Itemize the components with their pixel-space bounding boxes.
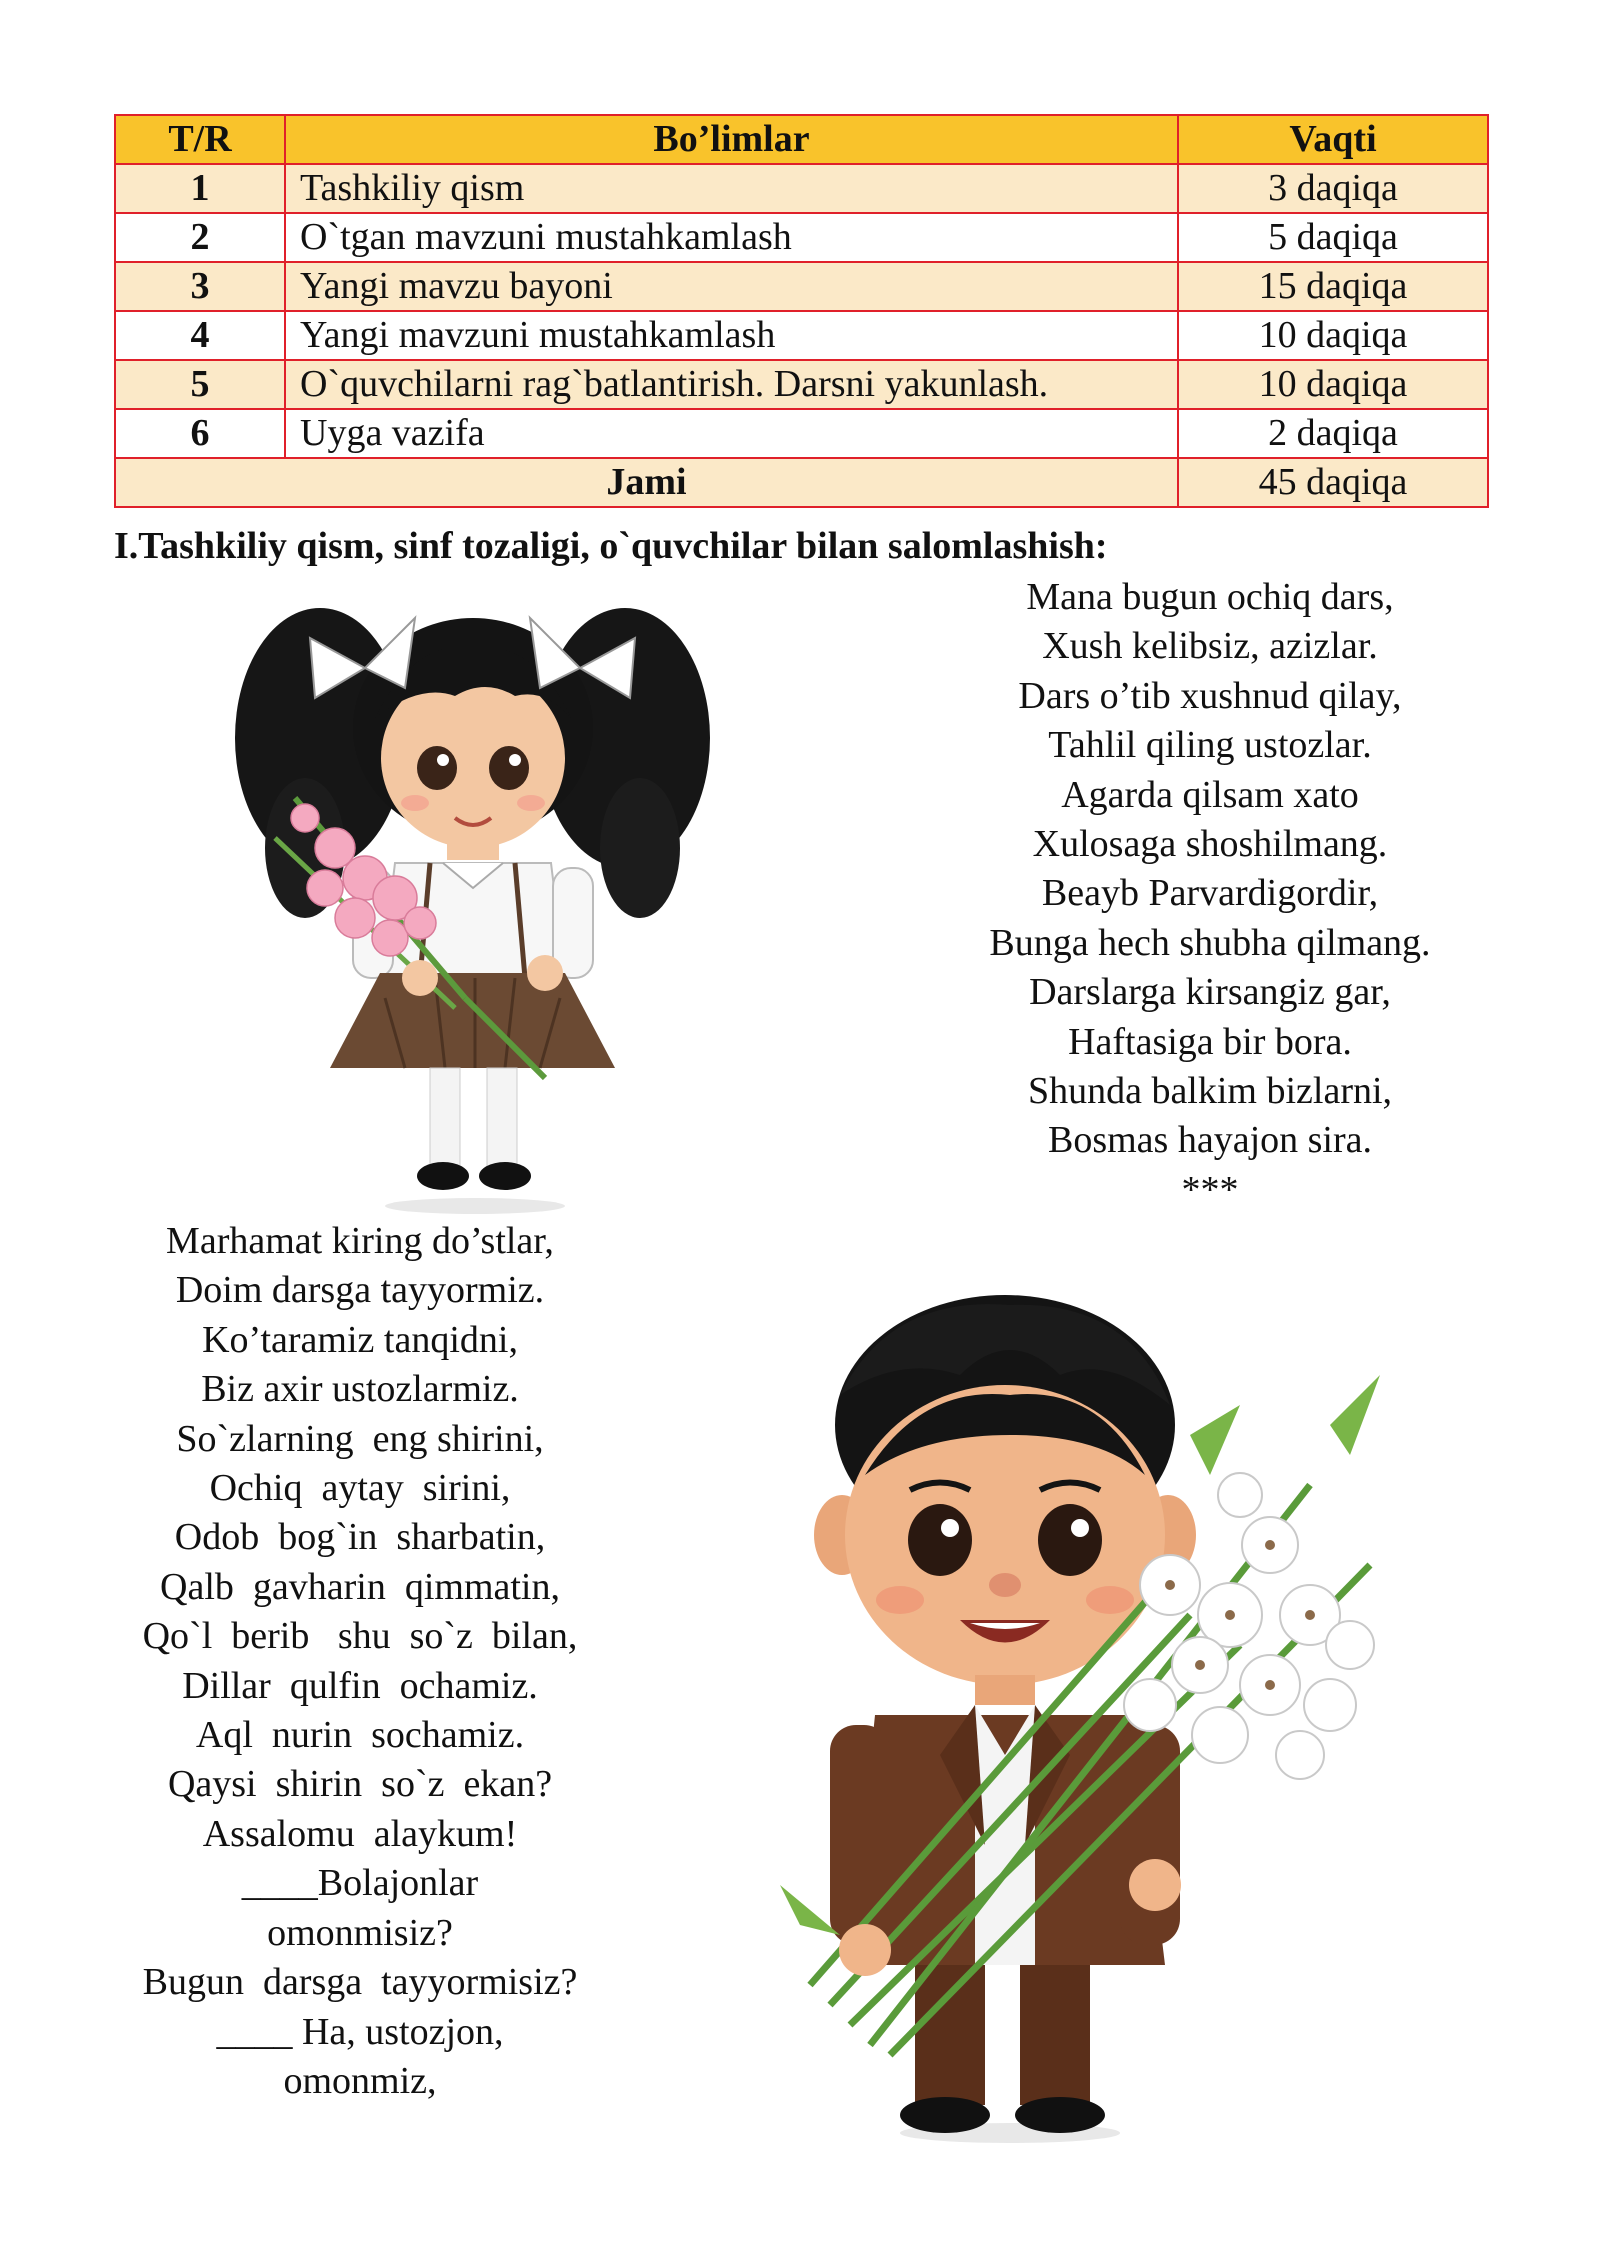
poem-line: Tahlil qiling ustozlar. (1048, 724, 1372, 767)
table-total-row (115, 458, 1488, 507)
table-row (115, 311, 1488, 360)
lesson-plan-table (114, 114, 1489, 508)
table-row (115, 360, 1488, 409)
row-number: 3 (115, 262, 285, 311)
header-sections: Bo’limlar (285, 115, 1178, 164)
table-row (115, 409, 1488, 458)
total-time: 45 daqiqa (1178, 458, 1488, 507)
poem-line: *** (1181, 1168, 1239, 1211)
row-time: 15 daqiqa (1178, 262, 1488, 311)
poem-line: Doim darsga tayyormiz. (175, 1269, 545, 1312)
header-time: Vaqti (1178, 115, 1488, 164)
row-section: O`tgan mavzuni mustahkamlash (285, 213, 1178, 262)
boy-with-flowers-illustration (770, 1285, 1450, 2145)
table-row (115, 213, 1488, 262)
poem-line: Aql nurin sochamiz. (195, 1714, 525, 1757)
row-number: 5 (115, 360, 285, 409)
poem-line: ____ Ha, ustozjon, (216, 2010, 504, 2053)
poem-line: Bosmas hayajon sira. (1047, 1119, 1372, 1162)
poem-line: Ochiq aytay sirini, (209, 1467, 511, 1510)
poem-line: Odob bog`in sharbatin, (174, 1516, 546, 1559)
poem-line: Xulosaga shoshilmang. (1032, 823, 1388, 866)
row-number: 2 (115, 213, 285, 262)
poem-line: Bunga hech shubha qilmang. (989, 921, 1431, 964)
poem-line: Marhamat kiring do’stlar, (166, 1220, 554, 1262)
poem-line: So`zlarning eng shirini, (176, 1417, 544, 1460)
poem-line: Biz axir ustozlarmiz. (201, 1368, 519, 1411)
row-number: 6 (115, 409, 285, 458)
row-number: 1 (115, 164, 285, 213)
poem-line: Darslarga kirsangiz gar, (1029, 971, 1391, 1014)
poem-line: Beayb Parvardigordir, (1041, 872, 1379, 915)
table-row (115, 164, 1488, 213)
poem-line: Agarda qilsam xato (1061, 773, 1359, 816)
poem-line: Xush kelibsiz, azizlar. (1042, 625, 1378, 668)
total-label: Jami (115, 458, 1178, 507)
poem-line: omonmiz, (283, 2059, 437, 2102)
row-time: 5 daqiqa (1178, 213, 1488, 262)
row-time: 10 daqiqa (1178, 360, 1488, 409)
poem-line: ____Bolajonlar (241, 1862, 479, 1905)
poem-line: Qaysi shirin so`z ekan? (167, 1763, 553, 1806)
row-section: O`quvchilarni rag`batlantirish. Darsni yakunlash. (285, 360, 1178, 409)
header-number: T/R (115, 115, 285, 164)
row-time: 3 daqiqa (1178, 164, 1488, 213)
row-section: Uyga vazifa (285, 409, 1178, 458)
row-section: Yangi mavzuni mustahkamlash (285, 311, 1178, 360)
girl-with-flowers-illustration (215, 578, 735, 1218)
poem-line: Qalb gavharin qimmatin, (160, 1565, 560, 1608)
poem-line: Assalomu alaykum! (202, 1812, 518, 1855)
poem-line: Mana bugun ochiq dars, (1026, 576, 1394, 618)
row-section: Tashkiliy qism (285, 164, 1178, 213)
section-heading: I.Tashkiliy qism, sinf tozaligi, o`quvchilar bilan salomlashish: (114, 525, 1108, 567)
row-time: 10 daqiqa (1178, 311, 1488, 360)
row-time: 2 daqiqa (1178, 409, 1488, 458)
poem-line: Shunda balkim bizlarni, (1027, 1070, 1393, 1113)
poem-line: omonmisiz? (267, 1911, 453, 1954)
poem-left (60, 1217, 660, 2106)
poem-line: Dars o’tib xushnud qilay, (1018, 674, 1402, 717)
table-header-row (115, 115, 1488, 164)
row-number: 4 (115, 311, 285, 360)
poem-line: Dillar qulfin ochamiz. (182, 1664, 538, 1707)
row-section: Yangi mavzu bayoni (285, 262, 1178, 311)
poem-line: Ko’taramiz tanqidni, (202, 1318, 518, 1361)
poem-right (900, 573, 1520, 1215)
table-row (115, 262, 1488, 311)
poem-line: Haftasiga bir bora. (1068, 1020, 1352, 1063)
poem-line: Bugun darsga tayyormisiz? (142, 1961, 578, 2004)
poem-line: Qo`l berib shu so`z bilan, (142, 1615, 578, 1658)
